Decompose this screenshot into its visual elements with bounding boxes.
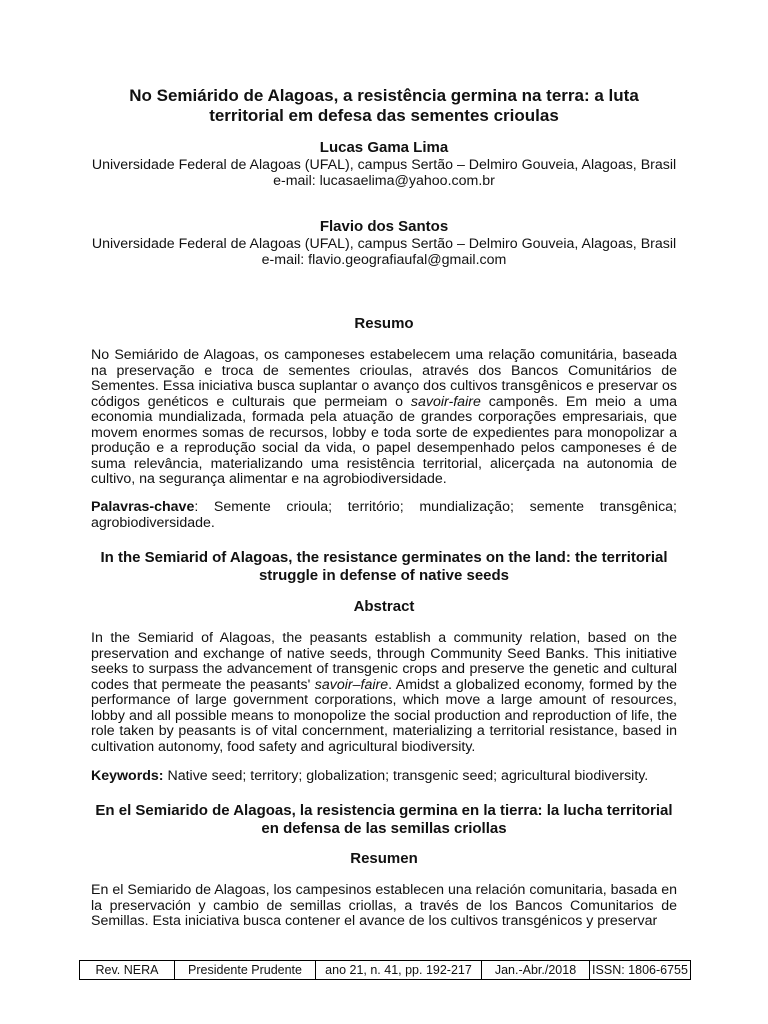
resumo-text-2: camponês. Em meio a uma economia mundializada, formada pela atuação de grandes corporações empresariais, que movem enormes somas de recursos, lobby e toda sorte de expedientes para monopolizar a produção e a reprodução social da vida, o papel desempenhado pelos camponeses é de suma relevância, materializando uma resistência territorial, alicerçada na autonomia de cultivo, na segurança alimentar e na agrobiodiversidade. [91,393,677,487]
palavras-chave [91,500,677,531]
resumen-heading: Resumen [350,850,418,867]
abstract-text-1: In the Semiarid of Alagoas, the peasants establish a community relation, based on the preservation and exchange of native seeds, through Community Seed Banks. This initiative seeks to surpass the advancement of transgenic crops and preserve the genetic and cultural codes that permeate the peasants' [91,630,677,693]
abstract-heading: Abstract [353,598,415,615]
author-email: e-mail: lucasaelima@yahoo.com.br [273,173,495,189]
author-block-1 [91,140,677,190]
spanish-title: En el Semiarido de Alagoas, la resistencia germina en la tierra: la lucha territorial en defensa de las semillas criollas [95,802,673,837]
article-title: No Semiárido de Alagoas, a resistência germina na terra: a luta territorial em defesa das sementes crioulas [129,86,639,125]
author-name: Lucas Gama Lima [319,139,449,156]
author-email: e-mail: flavio.geografiaufal@gmail.com [261,252,507,268]
journal-footer [79,960,691,980]
abstract-text-2: . Amidst a globalized economy, formed by the performance of large government corporations, which move a large amount of resources, lobby and all possible means to monopolize the social production and reproduction of life, the role taken by peasants is of vital concernment, materializing a territorial resistance, based in cultivation autonomy, food safety and agricultural biodiversity. [91,676,677,755]
resumo-heading: Resumo [354,315,414,332]
author-block-2 [91,219,677,269]
footer-volume: ano 21, n. 41, pp. 192-217 [316,961,482,979]
footer-city: Presidente Prudente [175,961,316,979]
keywords-label: Keywords: [91,768,164,784]
keywords-list: Native seed; territory; globalization; transgenic seed; agricultural biodiversity. [163,768,649,784]
english-title: In the Semiarid of Alagoas, the resistance germinates on the land: the territorial struggle in defense of native seeds [100,549,668,584]
footer-issn: ISSN: 1806-6755 [592,963,688,977]
author-name: Flavio dos Santos [319,218,449,235]
resumo-text-1: No Semiárido de Alagoas, os camponeses estabelecem uma relação comunitária, baseada na preservação e troca de sementes crioulas, através dos Bancos Comunitários de Sementes. Essa iniciativa busca suplantar o avanço dos cultivos transgênicos e preservar os códigos genéticos e culturais que permeiam o [91,347,677,410]
footer-date: Jan.-Abr./2018 [482,961,590,979]
author-affiliation: Universidade Federal de Alagoas (UFAL), campus Sertão – Delmiro Gouveia, Alagoas, Brasil [91,235,677,252]
footer-journal: Rev. NERA [80,961,175,979]
palavras-chave-label: Palavras-chave [91,499,195,515]
palavras-chave-list: : Semente crioula; território; mundialização; semente transgênica; agrobiodiversidade. [91,499,677,531]
resumo-italic-term: savoir-faire [410,393,481,410]
author-affiliation: Universidade Federal de Alagoas (UFAL), campus Sertão – Delmiro Gouveia, Alagoas, Brasil [91,156,677,173]
abstract-body [91,631,677,755]
resumen-body: En el Semiarido de Alagoas, los campesinos establecen una relación comunitaria, basada en la preservación y cambio de semillas criollas, a través de los Bancos Comunitarios de Semillas. Esta iniciativa busca contener el avance de los cultivos transgénicos y preservar [91,882,677,929]
resumo-body [91,348,677,488]
abstract-italic-term: savoir–faire [314,676,389,693]
keywords [91,769,677,785]
